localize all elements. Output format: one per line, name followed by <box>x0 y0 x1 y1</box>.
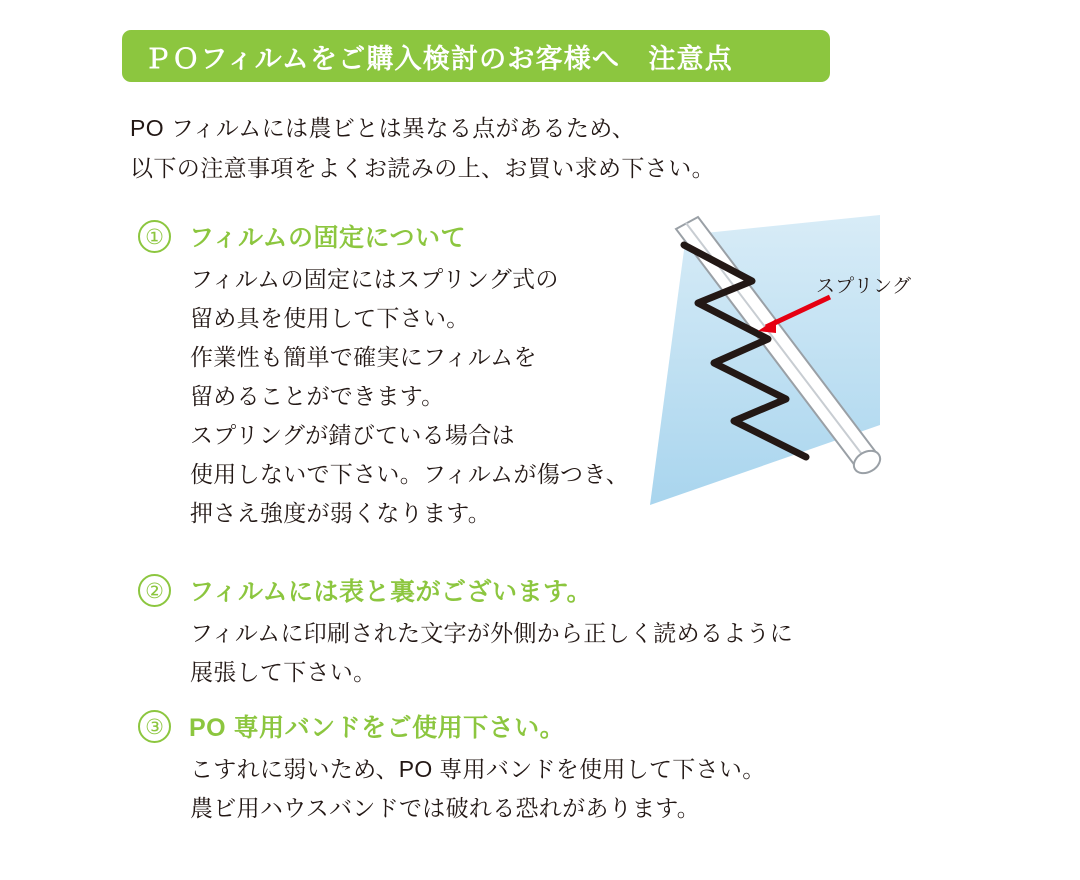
intro-line-1: PO フィルムには農ビとは異なる点があるため、 <box>130 115 636 141</box>
spring-label: スプリング <box>816 276 912 297</box>
section-3-heading <box>138 708 938 744</box>
section-1-body-line-5: スプリングが錆びている場合は <box>190 422 515 448</box>
section-2-body-line-1: フィルムに印刷された文字が外側から正しく読めるように <box>190 620 794 646</box>
section-1-body-line-3: 作業性も簡単で確実にフィルムを <box>190 344 537 370</box>
section-3-body-line-1: こすれに弱いため、PO 専用バンドを使用して下さい。 <box>190 756 766 782</box>
section-3-title: PO 専用バンドをご使用下さい。 <box>189 714 566 742</box>
section-1-body-line-1: フィルムの固定にはスプリング式の <box>190 266 559 292</box>
section-film-fixing <box>138 218 658 533</box>
film-sheet <box>650 215 880 505</box>
spring-clip-illustration-svg <box>640 215 970 525</box>
section-1-title: フィルムの固定について <box>189 224 467 252</box>
section-1-body-line-4: 留めることができます。 <box>190 383 445 409</box>
section-2-title: フィルムには表と裏がございます。 <box>189 578 593 606</box>
intro-paragraph <box>130 108 970 188</box>
section-1-body <box>190 260 658 533</box>
section-1-body-line-7: 押さえ強度が弱くなります。 <box>190 500 492 526</box>
section-1-heading <box>138 218 658 254</box>
section-2-heading <box>138 572 938 608</box>
spring-clip-diagram <box>640 215 970 525</box>
section-2-body <box>190 614 938 692</box>
section-1-body-line-6: 使用しないで下さい。フィルムが傷つき、 <box>190 461 630 487</box>
section-1-number: ① <box>138 220 171 253</box>
section-2-number: ② <box>138 574 171 607</box>
section-film-front-back <box>138 572 938 692</box>
header-banner <box>122 30 830 82</box>
section-3-body <box>190 750 938 828</box>
section-po-band <box>138 708 938 828</box>
section-3-number: ③ <box>138 710 171 743</box>
section-1-body-line-2: 留め具を使用して下さい。 <box>190 305 470 331</box>
section-3-body-line-2: 農ビ用ハウスバンドでは破れる恐れがあります。 <box>190 795 701 821</box>
page-title: ＰＯフィルムをご購入検討のお客様へ 注意点 <box>144 43 733 74</box>
intro-line-2: 以下の注意事項をよくお読みの上、お買い求め下さい。 <box>130 155 715 181</box>
section-2-body-line-2: 展張して下さい。 <box>190 659 377 685</box>
